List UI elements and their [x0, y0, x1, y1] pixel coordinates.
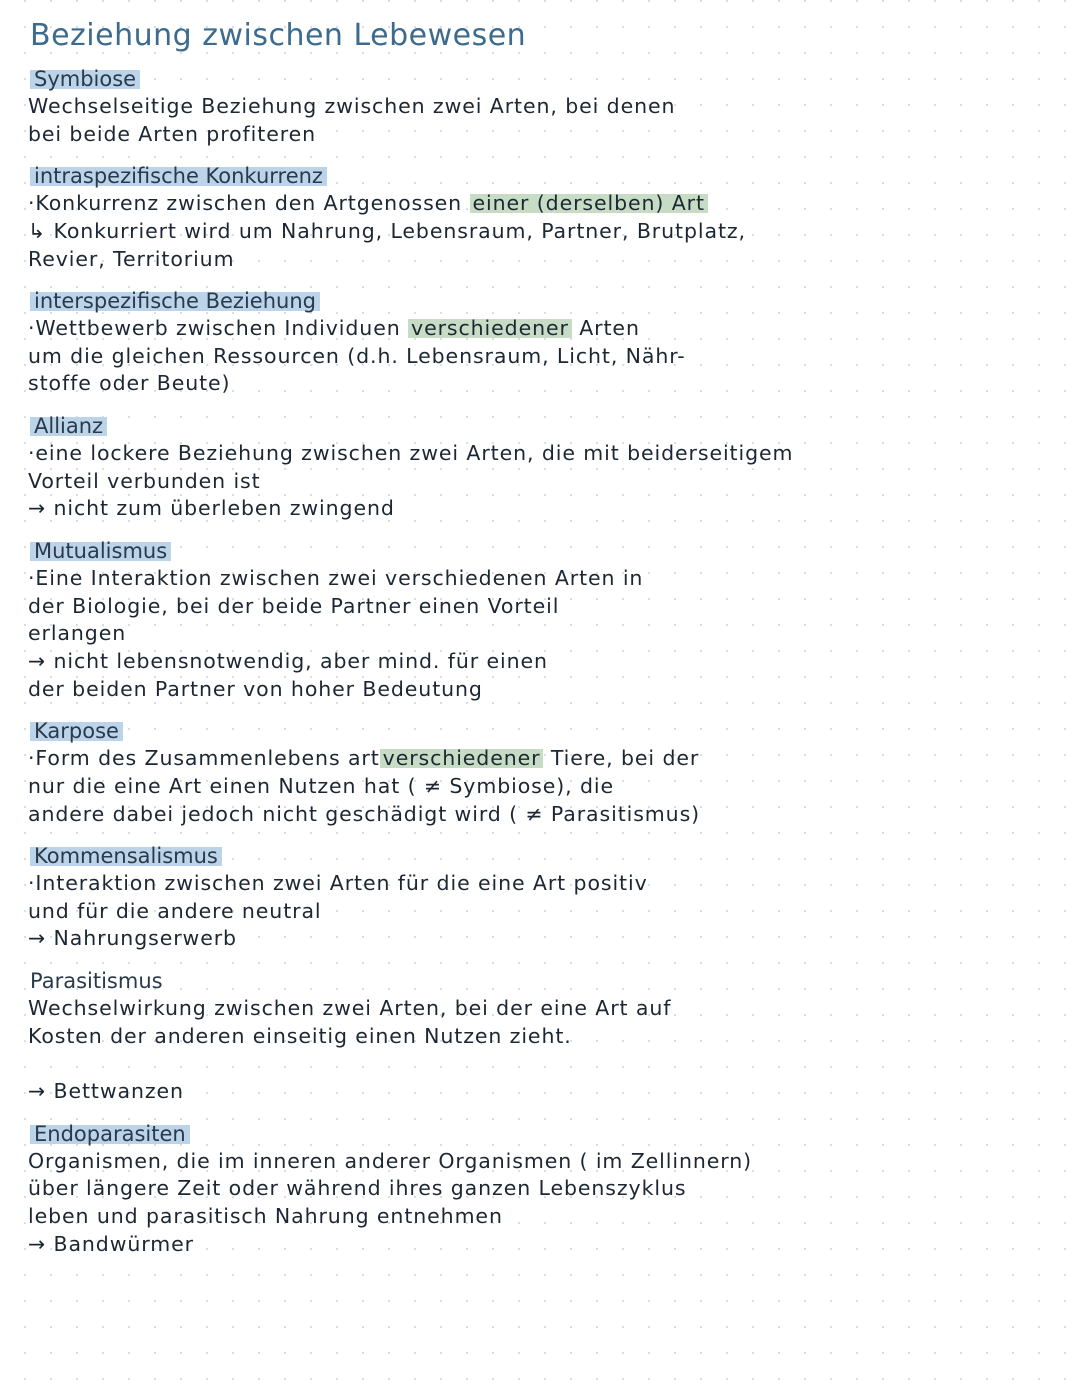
- green-highlight: einer (derselben) Art: [470, 191, 708, 215]
- section-line: Wechselseitige Beziehung zwischen zwei Arten, bei denen: [28, 94, 676, 118]
- section-line: → Nahrungserwerb: [28, 926, 237, 951]
- note-section: [26, 719, 1054, 827]
- section-line: um die gleichen Ressourcen (d.h. Lebensraum, Licht, Nähr-: [28, 343, 686, 368]
- note-section: [26, 289, 1054, 397]
- section-heading-text: Kommensalismus: [30, 844, 222, 868]
- section-line: Vorteil verbunden ist: [28, 468, 261, 493]
- section-line: stoffe oder Beute): [28, 371, 231, 396]
- section-line: und für die andere neutral: [28, 898, 322, 923]
- page-title: Beziehung zwischen Lebewesen: [30, 18, 527, 53]
- section-line: leben und parasitisch Nahrung entnehmen: [28, 1203, 503, 1228]
- green-highlight: verschiedener: [408, 316, 572, 340]
- section-heading: [26, 539, 1054, 565]
- green-highlight: verschiedener: [380, 746, 544, 770]
- section-line: Wechselwirkung zwischen zwei Arten, bei der eine Art auf: [28, 996, 672, 1021]
- section-heading-text: Mutualismus: [30, 539, 171, 563]
- note-section: [26, 539, 1054, 702]
- section-heading-text: Karpose: [30, 719, 123, 743]
- section-line: bei beide Arten profiteren: [28, 121, 316, 146]
- note-section: [26, 969, 1054, 1105]
- section-heading-text: intraspezifische Konkurrenz: [30, 164, 327, 188]
- section-line: [28, 1050, 1054, 1077]
- section-line: nur die eine Art einen Nutzen hat ( ≠ Symbiose), die: [28, 773, 614, 798]
- note-section: [26, 1122, 1054, 1258]
- note-section: [26, 67, 1054, 147]
- section-heading-text: Allianz: [30, 414, 107, 438]
- section-line: → nicht zum überleben zwingend: [28, 496, 395, 521]
- section-line: Revier, Territorium: [28, 246, 235, 271]
- section-heading: [26, 164, 1054, 190]
- section-heading-text: interspezifische Beziehung: [30, 289, 320, 313]
- section-line: der Biologie, bei der beide Partner einen Vorteil: [28, 593, 560, 618]
- section-line: ·Form des Zusammenlebens art verschiedener Tiere, bei der: [28, 746, 700, 771]
- section-line: ↳ Konkurriert wird um Nahrung, Lebensraum, Partner, Brutplatz,: [28, 218, 746, 243]
- section-line: ·Wettbewerb zwischen Individuen verschiedener Arten: [28, 316, 640, 341]
- section-heading: [26, 719, 1054, 745]
- section-heading: [26, 1122, 1054, 1148]
- section-heading-text: Symbiose: [30, 67, 140, 91]
- section-line: Kosten der anderen einseitig einen Nutzen zieht.: [28, 1023, 572, 1048]
- section-line: ·Eine Interaktion zwischen zwei verschiedenen Arten in: [28, 566, 644, 591]
- section-heading-text: Endoparasiten: [30, 1122, 190, 1146]
- section-heading: [26, 844, 1054, 870]
- section-line: → nicht lebensnotwendig, aber mind. für einen: [28, 648, 548, 673]
- section-line: andere dabei jedoch nicht geschädigt wird ( ≠ Parasitismus): [28, 801, 701, 826]
- page-title-wrapper: [26, 18, 1054, 53]
- section-heading-text: Parasitismus: [30, 969, 163, 994]
- section-heading: [26, 414, 1054, 440]
- section-line: ·Konkurrenz zwischen den Artgenossen einer (derselben) Art: [28, 190, 1054, 217]
- section-line: ·Interaktion zwischen zwei Arten für die eine Art positiv: [28, 871, 648, 896]
- section-line: über längere Zeit oder während ihres ganzen Lebenszyklus: [28, 1176, 687, 1201]
- section-line: Organismen, die im inneren anderer Organismen ( im Zellinnern): [28, 1148, 753, 1173]
- section-line: der beiden Partner von hoher Bedeutung: [28, 676, 483, 701]
- section-heading: [26, 969, 1054, 995]
- section-heading: [26, 67, 1054, 93]
- section-heading: [26, 289, 1054, 315]
- section-line: → Bandwürmer: [28, 1231, 194, 1256]
- section-line: ·eine lockere Beziehung zwischen zwei Arten, die mit beiderseitigem: [28, 441, 794, 466]
- note-section: [26, 414, 1054, 522]
- section-line: erlangen: [28, 621, 127, 646]
- section-line: → Bettwanzen: [28, 1079, 184, 1104]
- note-section: [26, 844, 1054, 952]
- note-section: [26, 164, 1054, 272]
- notes-sections: [26, 67, 1054, 1257]
